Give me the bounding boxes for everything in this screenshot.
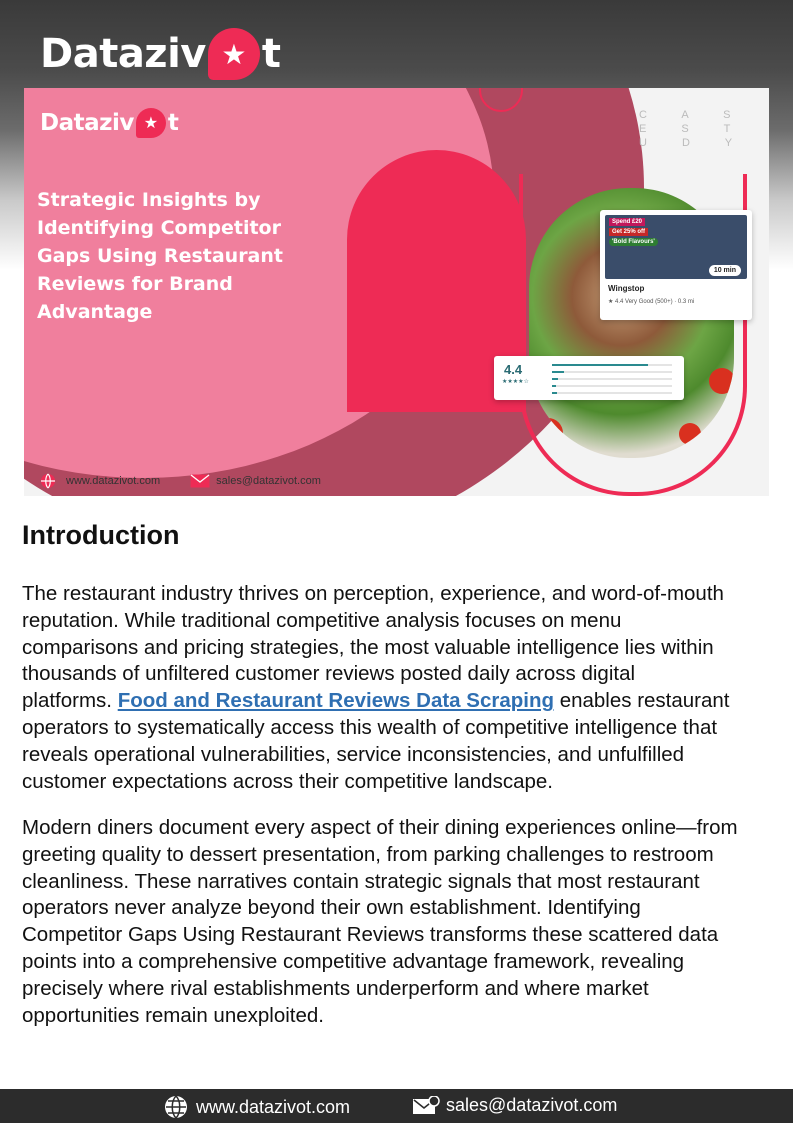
paragraph-line: points into a comprehensive competitive advantage framework, revealing (22, 949, 685, 973)
promo-discount: Get 25% off (609, 228, 648, 236)
banner-email[interactable]: sales@datazivot.com (216, 475, 321, 487)
rating-bar-fill (552, 392, 557, 394)
rating-bar-fill (552, 378, 558, 380)
footer-website[interactable]: www.datazivot.com (196, 1096, 351, 1117)
brand-name-part1: Dataziv (40, 31, 206, 77)
paragraph-line: reputation. While traditional competitive analysis focuses on menu (22, 608, 622, 632)
restaurant-rating: ★ 4.4 Very Good (500+) · 0.3 mi (608, 299, 695, 305)
banner-website[interactable]: www.datazivot.com (66, 475, 161, 487)
section-heading: Introduction (22, 520, 180, 550)
restaurant-name: Wingstop (608, 284, 645, 293)
banner-brand-part2: t (167, 110, 179, 136)
rating-bar-fill (552, 385, 556, 387)
paragraph-line: customer expectations across their competitive landscape. (22, 769, 553, 793)
brand-name-part2: t (261, 31, 281, 77)
rating-summary-card (494, 356, 684, 400)
banner-headline: Strategic Insights by Identifying Competitor Gaps Using Restaurant Reviews for Brand Advantage (37, 189, 283, 323)
banner-star-badge-icon: ★ (136, 108, 166, 138)
footer-email-group (412, 1095, 617, 1116)
line-suffix: enables restaurant (554, 689, 730, 713)
rating-bar (552, 385, 672, 387)
rating-bar (552, 392, 672, 394)
restaurant-card (600, 210, 752, 320)
paragraph-line: Competitor Gaps Using Restaurant Reviews transforms these scattered data (22, 923, 719, 947)
rating-bar-fill (552, 371, 564, 373)
brand-logo (40, 24, 281, 84)
intro-paragraph-1 (22, 581, 793, 795)
reviews-scraping-link[interactable]: Food and Restaurant Reviews Data Scraping (117, 689, 554, 713)
rating-bar-fill (552, 364, 648, 366)
intro-paragraph-2 (22, 815, 793, 1029)
rating-bar (552, 371, 672, 373)
restaurant-card-image (605, 215, 747, 279)
rating-value: 4.4 (504, 362, 523, 377)
case-study-banner (24, 88, 769, 496)
case-study-label: C A S E S T U D Y (639, 109, 749, 149)
paragraph-line: greeting quality to dessert presentation, from parking challenges to restroom (22, 842, 714, 866)
paragraph-line: precisely where rival establishments underperform and where market (22, 976, 649, 1000)
rating-bar (552, 378, 672, 380)
paragraph-line: operators never analyze beyond their own establishment. Identifying (22, 896, 641, 920)
banner-brand-logo (40, 108, 178, 138)
paragraph-line: reveals operational vulnerabilities, service inconsistencies, and unfulfilled (22, 742, 685, 766)
star-badge-icon: ★ (208, 28, 260, 80)
paragraph-line: Modern diners document every aspect of their dining experiences online—from (22, 816, 738, 839)
banner-contact (40, 473, 321, 489)
email-icon (190, 474, 210, 488)
paragraph-line: comparisons and pricing strategies, the most valuable intelligence lies within (22, 635, 714, 659)
email-icon (412, 1096, 440, 1116)
paragraph-line: thousands of unfiltered customer reviews posted daily across digital (22, 662, 636, 686)
globe-icon (40, 473, 56, 489)
footer-website-group (164, 1095, 350, 1119)
paragraph-line: The restaurant industry thrives on perception, experience, and word-of-mouth (22, 582, 724, 605)
globe-icon (164, 1095, 188, 1119)
paragraph-line: opportunities remain unexploited. (22, 1003, 324, 1027)
delivery-time: 10 min (709, 265, 741, 276)
promo-spend: Spend £20 (609, 218, 645, 226)
line-prefix: platforms. (22, 689, 118, 713)
paragraph-line-with-link (22, 688, 793, 715)
banner-brand-part1: Dataziv (40, 110, 134, 136)
paragraph-line: cleanliness. These narratives contain strategic signals that most restaurant (22, 869, 700, 893)
rating-stars-icon: ★★★★☆ (502, 379, 529, 385)
rating-bar (552, 364, 672, 366)
page-footer (0, 1089, 793, 1123)
footer-email[interactable]: sales@datazivot.com (446, 1095, 618, 1115)
paragraph-line: operators to systematically access this wealth of competitive intelligence that (22, 715, 718, 739)
promo-flavours: 'Bold Flavours' (609, 238, 658, 246)
